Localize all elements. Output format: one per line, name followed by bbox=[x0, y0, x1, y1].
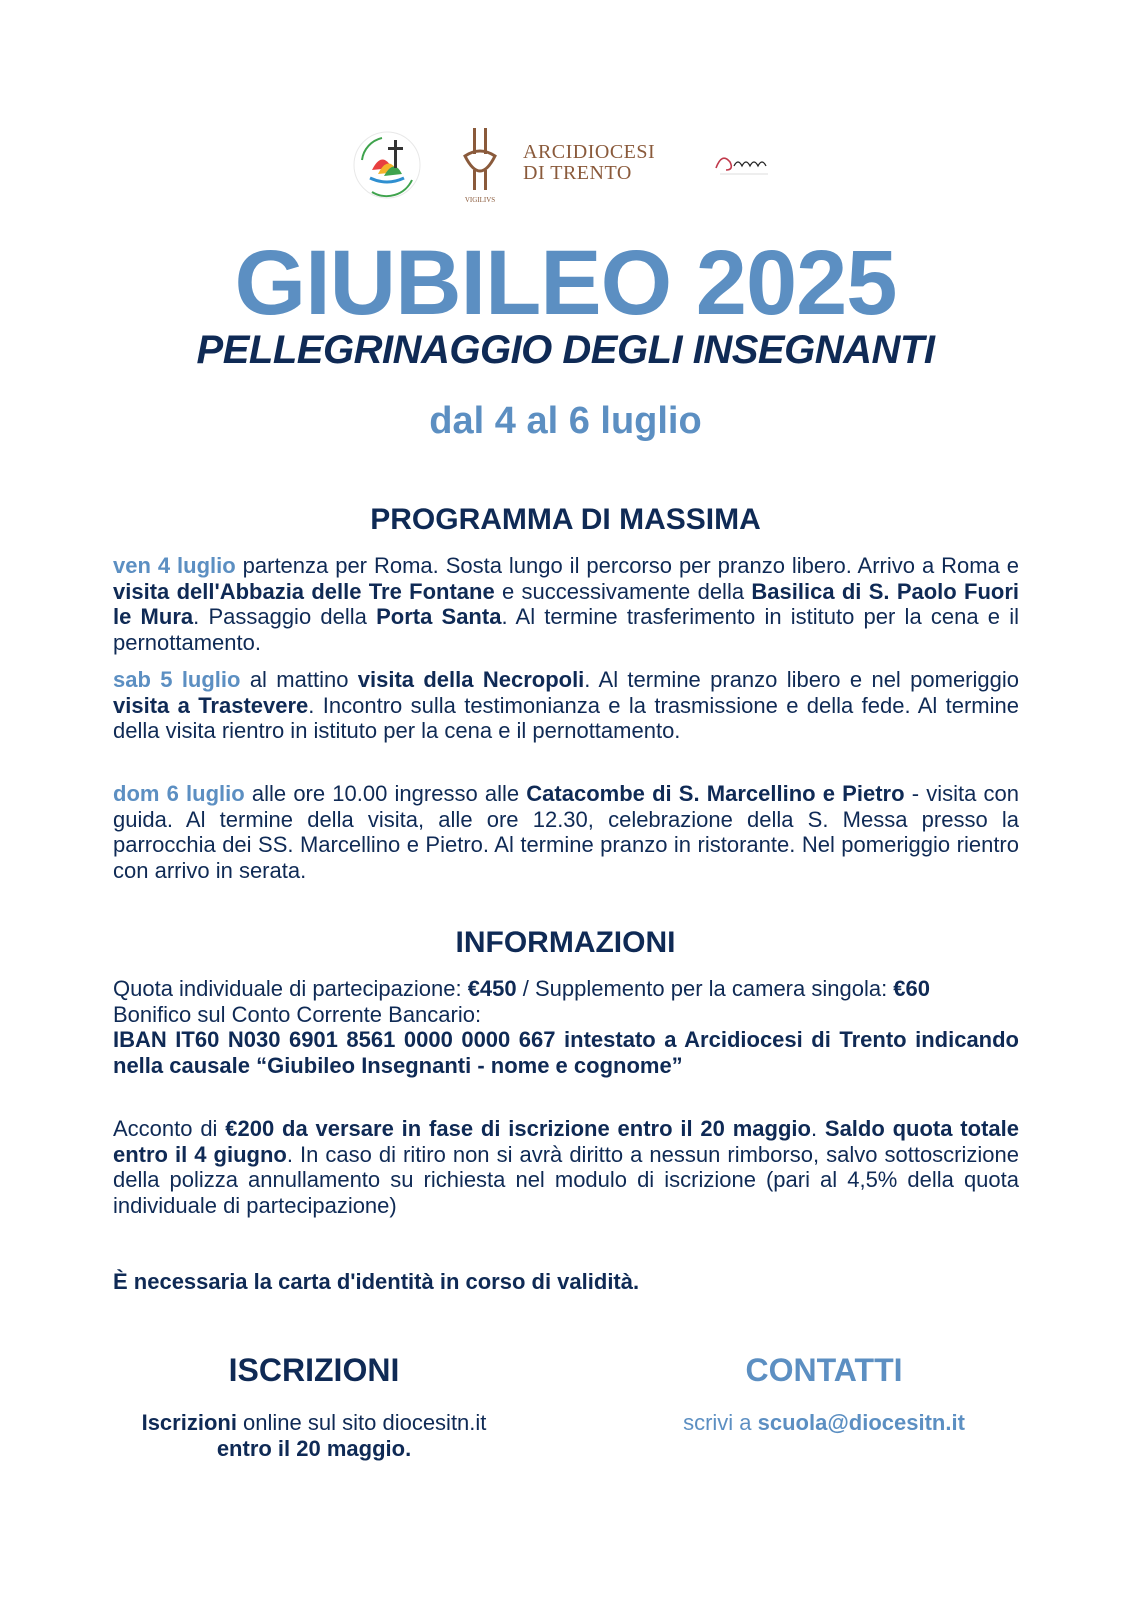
iscrizioni-bold: Iscrizioni bbox=[141, 1410, 237, 1435]
logo-bar bbox=[0, 126, 1131, 210]
iscrizioni-section bbox=[100, 1352, 528, 1462]
day-3-label: dom 6 luglio bbox=[113, 781, 245, 806]
refund-policy: . In caso di ritiro non si avrà diritto a nessun rimborso, salvo sottoscrizione della polizza annullamento su richiesta nel modulo di iscrizione (pari al 4,5% della quota individuale di partecipazione) bbox=[113, 1141, 1019, 1218]
price-value: €450 bbox=[467, 976, 517, 1001]
vigilius-logo bbox=[455, 126, 505, 206]
program-day-2 bbox=[113, 667, 1019, 744]
info-payment-terms bbox=[113, 1116, 1019, 1218]
vigilius-label: VIGILIVS bbox=[464, 196, 496, 204]
info-heading: INFORMAZIONI bbox=[455, 926, 676, 959]
day-3-text: - visita con guida. Al termine della visita, alle ore 12.30, celebrazione della S. Messa presso la parrocchia dei SS. Marcellino e Pietro. Al termine pranzo in ristorante. Nel pomeriggio rientro con arrivo in serata. bbox=[113, 781, 1019, 883]
day-2-highlight: visita a Trastevere bbox=[113, 692, 309, 718]
supplement-label: / Supplemento per la camera singola: bbox=[516, 976, 894, 1001]
day-2-label: sab 5 luglio bbox=[113, 667, 241, 692]
day-2-text: al mattino bbox=[240, 667, 358, 692]
diocese-line-1: ARCIDIOCESI bbox=[523, 141, 656, 163]
event-dates: dal 4 al 6 luglio bbox=[429, 400, 702, 442]
day-1-text: . Passaggio della bbox=[193, 604, 377, 629]
main-title: GIUBILEO 2025 bbox=[234, 232, 897, 334]
iscrizioni-heading: ISCRIZIONI bbox=[228, 1352, 400, 1388]
jubilee-2025-logo bbox=[352, 130, 422, 200]
supplement-value: €60 bbox=[893, 976, 931, 1001]
iscrizioni-site: online sul sito diocesitn.it bbox=[236, 1410, 487, 1435]
day-1-text: e successivamente della bbox=[494, 578, 752, 604]
separator-text: . bbox=[810, 1116, 825, 1141]
contatti-heading: CONTATTI bbox=[745, 1352, 903, 1388]
contatti-label: scrivi a bbox=[683, 1410, 758, 1435]
bank-transfer-label: Bonifico sul Conto Corrente Bancario: bbox=[113, 1001, 482, 1027]
balance-deadline: Saldo quota totale entro il 4 giugno bbox=[113, 1116, 1019, 1167]
iban-details: IBAN IT60 N030 6901 8561 0000 0000 667 intestato a Arcidiocesi di Trento indicando nella causale “Giubileo Insegnanti - nome e cognome” bbox=[113, 1027, 1019, 1078]
contatti-section bbox=[640, 1352, 1008, 1436]
day-2-highlight: visita della Necropoli bbox=[357, 667, 585, 692]
day-3-text: alle ore 10.00 ingresso alle bbox=[244, 781, 527, 806]
diocese-line-2: DI TRENTO bbox=[523, 162, 632, 184]
day-3-highlight: Catacombe di S. Marcellino e Pietro bbox=[526, 781, 905, 806]
price-label: Quota individuale di partecipazione: bbox=[113, 976, 468, 1001]
day-1-label: ven 4 luglio bbox=[113, 553, 236, 578]
diocese-wordmark bbox=[523, 142, 655, 184]
info-pricing bbox=[113, 976, 1019, 1078]
diomira-travel-logo bbox=[712, 148, 774, 178]
day-2-text: . Incontro sulla testimonianza e la trasmissione e della fede. Al termine della visita rientro in istituto per la cena e il pernottamento. bbox=[113, 692, 1019, 743]
day-2-text: . Al termine pranzo libero e nel pomeriggio bbox=[584, 667, 1019, 692]
contact-email[interactable]: scuola@diocesitn.it bbox=[757, 1410, 965, 1435]
program-day-3 bbox=[113, 781, 1019, 883]
id-card-note: È necessaria la carta d'identità in corso di validità. bbox=[113, 1269, 640, 1294]
day-1-text: partenza per Roma. Sosta lungo il percorso per pranzo libero. Arrivo a Roma e bbox=[235, 553, 1019, 578]
day-1-highlight: Porta Santa bbox=[376, 604, 502, 629]
day-1-highlight: visita dell'Abbazia delle Tre Fontane bbox=[113, 578, 495, 604]
contatti-text bbox=[640, 1410, 1008, 1436]
deposit-value: €200 da versare in fase di iscrizione entro il 20 maggio bbox=[225, 1116, 811, 1141]
deposit-label: Acconto di bbox=[113, 1116, 226, 1141]
program-day-1 bbox=[113, 553, 1019, 655]
iscrizioni-text bbox=[100, 1410, 528, 1462]
program-heading: PROGRAMMA DI MASSIMA bbox=[370, 503, 761, 536]
subtitle: PELLEGRINAGGIO DEGLI INSEGNANTI bbox=[196, 328, 935, 372]
iscrizioni-deadline: entro il 20 maggio. bbox=[216, 1436, 412, 1461]
day-1-highlight: Basilica di S. Paolo Fuori le Mura bbox=[113, 578, 1020, 629]
day-1-text: . Al termine trasferimento in istituto per la cena e il pernottamento. bbox=[113, 604, 1020, 655]
